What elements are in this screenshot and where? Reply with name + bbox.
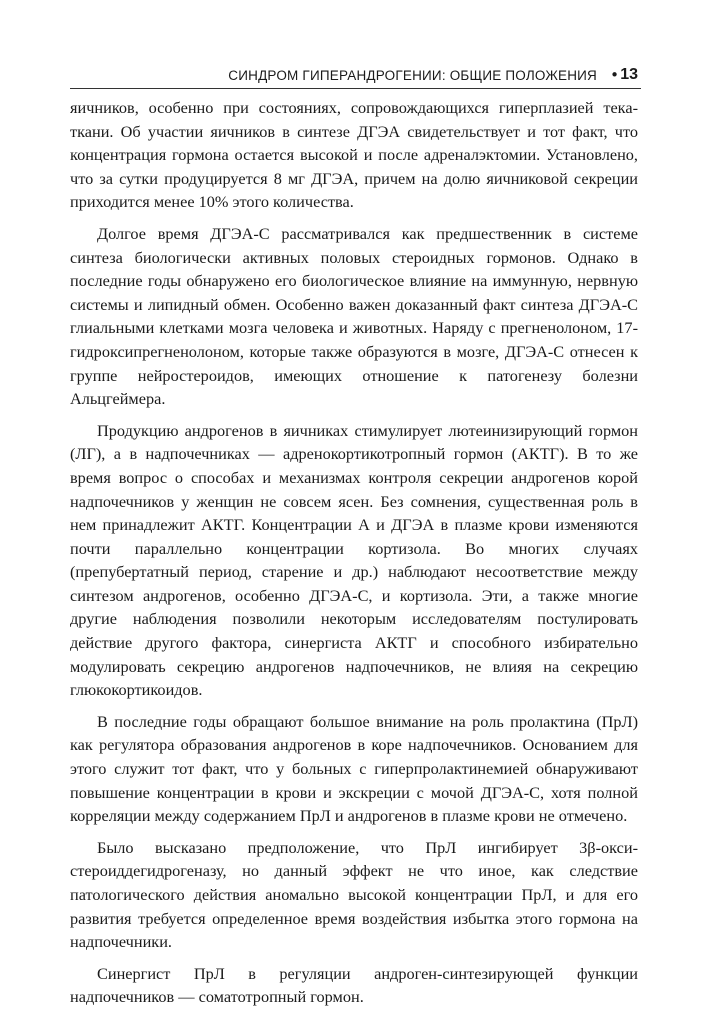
page-number: 13	[620, 66, 638, 83]
bullet-separator: •	[610, 66, 619, 84]
body-text	[70, 96, 638, 1017]
running-header	[0, 60, 704, 90]
paragraph-androgen-regulation: Продукцию андрогенов в яичниках стимулирует лютеинизирующий гормон (ЛГ), а в надпочечниках — адренокортикотропный гормон (АКТГ). В то же время вопрос о способах и механизмах контроля секреции андрогенов корой надпочечников у женщин не совсем ясен. Без сомнения, существенная роль в нем принадлежит АКТГ. Концентрации А и ДГЭА в плазме крови изменяются почти параллельно концентрации кортизола. Во многих случаях (препубертатный период, старение и др.) наблюдают несоответствие между синтезом андрогенов, особенно ДГЭА-С, и кортизола. Эти, а также многие другие наблюдения позволили некоторым исследователям постулировать действие другого фактора, синергиста АКТГ и способного избирательно модулировать секрецию андрогенов надпочечников, не влияя на секрецию глюкокортикоидов.	[70, 420, 638, 700]
paragraph-dhea-s-role: Долгое время ДГЭА-С рассматривался как предшественник в системе синтеза биологически активных половых стероидных гормонов. Однако в последние годы обнаружено его биологическое влияние на иммунную, нервную системы и липидный обмен. Особенно важен доказанный факт синтеза ДГЭА-С глиальными клетками мозга человека и животных. Наряду с прегненолоном, 17-гидроксипрегненолоном, которые также образуются в мозге, ДГЭА-С отнесен к группе нейростероидов, имеющих отношение к патогенезу болезни Альцгеймера.	[70, 223, 638, 409]
paragraph-somatotropin: Синергист ПрЛ в регуляции андроген-синтезирующей функции надпочечников — соматотропный гормон.	[70, 963, 638, 1007]
paragraph-prolactin-role: В последние годы обращают большое внимание на роль пролактина (ПрЛ) как регулятора образования андрогенов в коре надпочечников. Основанием для этого служит тот факт, что у больных с гиперпролактинемией обнаруживают повышение концентрации в крови и экскреции с мочой ДГЭА-С, хотя полной корреляции между содержанием ПрЛ и андрогенов в плазме крови не отмечено.	[70, 711, 638, 826]
paragraph-continued: яичников, особенно при состояниях, сопровождающихся гиперплазией тека-ткани. Об участии яичников в синтезе ДГЭА свидетельствует и тот факт, что концентрация гормона остается высокой и после адреналэктомии. Установлено, что за сутки продуцируется 8 мг ДГЭА, причем на долю яичниковой секреции приходится менее 10% этого количества.	[70, 98, 638, 212]
header-divider	[70, 88, 641, 89]
paragraph-prolactin-hypothesis: Было высказано предположение, что ПрЛ ингибирует 3β-оксистероиддегидрогеназу, но данный эффект не что иное, как следствие патологического действия аномально высокой концентрации ПрЛ, и для его развития требуется определенное время воздействия избытка этого гормона на надпочечники.	[70, 837, 638, 952]
running-header-title: СИНДРОМ ГИПЕРАНДРОГЕНИИ: ОБЩИЕ ПОЛОЖЕНИЯ	[228, 68, 597, 83]
